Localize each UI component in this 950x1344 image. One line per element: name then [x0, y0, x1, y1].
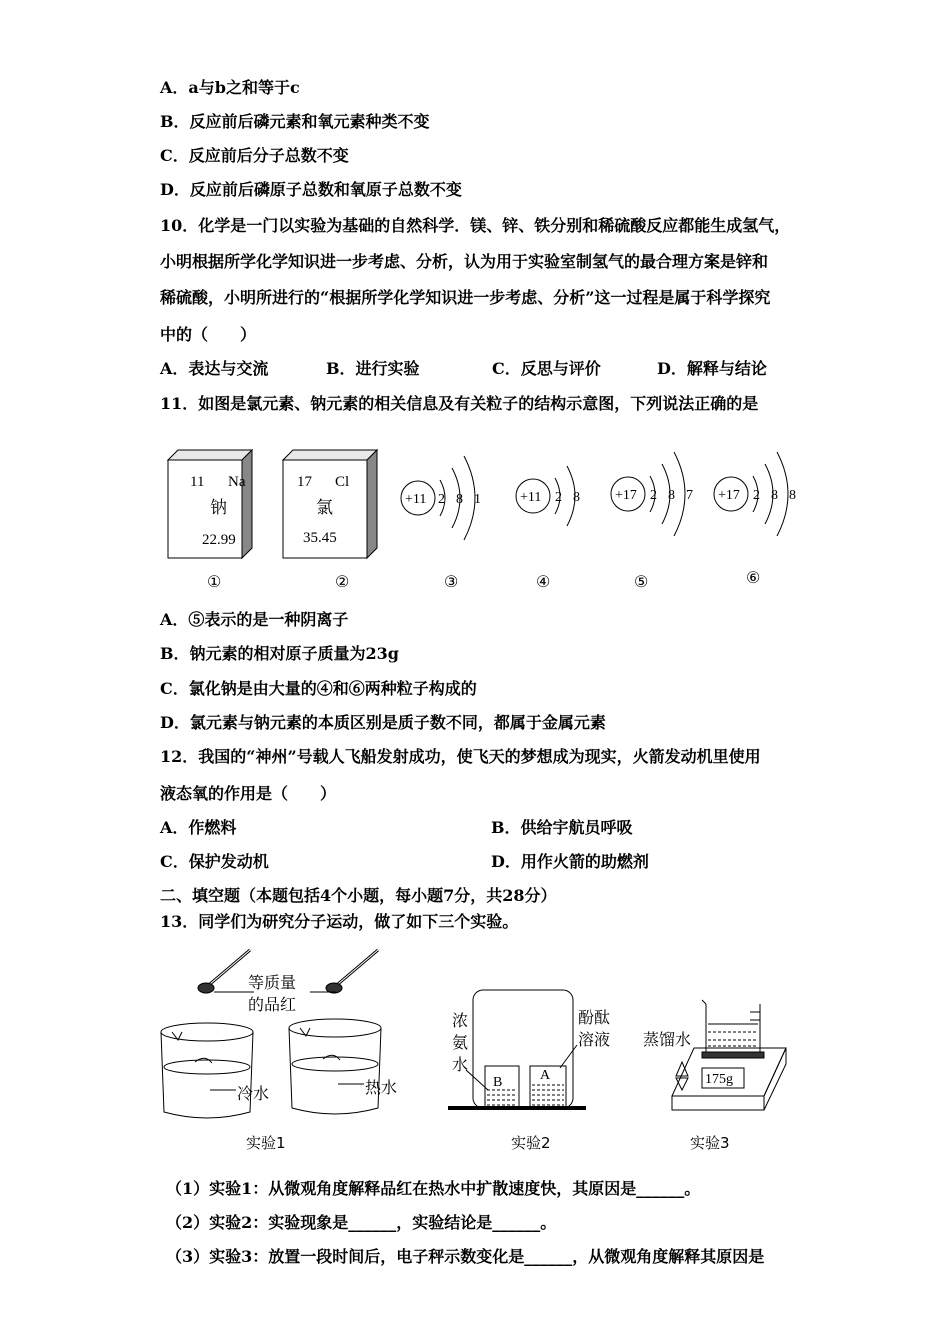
q12-option-d: D．用作火箭的助燃剂 [491, 852, 649, 871]
cl-atomic-number: 17 [297, 474, 312, 490]
na-name: 钠 [210, 498, 227, 517]
atom3-shell-2: 8 [456, 492, 463, 507]
fig-label-2: ② [335, 574, 350, 591]
exp3-water-label: 蒸馏水 [643, 1030, 692, 1049]
atom4-shell-2: 8 [573, 490, 580, 505]
atom4-shell-1: 2 [555, 490, 562, 505]
fig-label-4: ④ [536, 574, 551, 591]
fig-label-5: ⑤ [634, 574, 649, 591]
beaker-distilled-water [702, 1000, 764, 1058]
q10-option-d: D．解释与结论 [657, 359, 767, 378]
atom-structure-6 [714, 452, 796, 536]
exp2-left-2: 氨 [452, 1033, 469, 1052]
atom5-shell-3: 7 [686, 488, 693, 503]
exp2-right-1: 酚酞 [578, 1008, 611, 1027]
cl-mass: 35.45 [303, 530, 337, 546]
experiment-3 [672, 1000, 786, 1110]
atom3-shell-1: 2 [438, 492, 445, 507]
spoon-icon [326, 950, 378, 993]
atom6-shell-2: 8 [771, 488, 778, 503]
q10-stem-line4: 中的（ ） [160, 325, 257, 344]
q12-options-row2 [160, 851, 800, 873]
scale-reading: 175g [705, 1072, 733, 1087]
q11-option-a: A．⑤表示的是一种阴离子 [160, 610, 349, 629]
q10-option-b: B．进行实验 [326, 359, 420, 378]
element-card-na [168, 450, 252, 558]
q10-option-a: A．表达与交流 [160, 359, 269, 378]
q13-stem: 13．同学们为研究分子运动，做了如下三个实验。 [160, 912, 519, 931]
q13-question-1: （1）实验1：从微观角度解释品红在热水中扩散速度快，其原因是______。 [166, 1179, 701, 1198]
atom4-nucleus: +11 [520, 490, 542, 505]
q12-options-row1 [160, 817, 800, 839]
atom-structure-3 [401, 456, 481, 540]
atom6-shell-3: 8 [789, 488, 796, 503]
na-atomic-number: 11 [190, 474, 205, 490]
atom5-nucleus: +17 [615, 488, 637, 503]
section-heading: 二、填空题（本题包括4个小题，每小题7分，共28分） [160, 886, 557, 905]
q10-stem-line2: 小明根据所学化学知识进一步考虑、分析，认为用于实验室制氢气的最合理方案是锌和 [160, 252, 769, 271]
atom6-nucleus: +17 [718, 488, 740, 503]
q11-option-b: B．钠元素的相对原子质量为23g [160, 644, 399, 663]
q9-option-b: B．反应前后磷元素和氧元素种类不变 [160, 112, 430, 131]
q12-stem-line1: 12．我国的“神州”号载人飞船发射成功，使飞天的梦想成为现实，火箭发动机里使用 [160, 747, 761, 766]
q13-question-3: （3）实验3：放置一段时间后，电子秤示数变化是______，从微观角度解释其原因是 [166, 1247, 765, 1266]
experiment-2 [448, 990, 586, 1108]
exp2-caption: 实验2 [511, 1134, 551, 1152]
atom-structure-5 [611, 452, 693, 536]
atom3-nucleus: +11 [405, 492, 427, 507]
q12-option-b: B．供给宇航员呼吸 [491, 818, 633, 837]
q10-options [160, 358, 860, 380]
fig-label-3: ③ [444, 574, 459, 591]
exp1-caption: 实验1 [246, 1134, 286, 1152]
q13-question-2: （2）实验2：实验现象是______，实验结论是______。 [166, 1213, 557, 1232]
beaker-hot [289, 1019, 381, 1114]
q12-option-a: A．作燃料 [160, 818, 237, 837]
fig-label-6: ⑥ [746, 570, 761, 587]
q10-option-c: C．反思与评价 [492, 359, 601, 378]
exp2-beaker-b-label: B [493, 1075, 503, 1090]
exp2-beaker-a-label: A [540, 1068, 551, 1083]
fig-label-1: ① [207, 574, 222, 591]
atom-structure-4 [516, 466, 580, 526]
exp3-caption: 实验3 [690, 1134, 730, 1152]
cl-name: 氯 [316, 498, 333, 517]
atom6-shell-1: 2 [753, 488, 760, 503]
q10-stem-line3: 稀硫酸，小明所进行的“根据所学化学知识进一步考虑、分析”这一过程是属于科学探究 [160, 288, 771, 307]
spoon-icon [198, 950, 250, 993]
q12-option-c: C．保护发动机 [160, 852, 269, 871]
q10-stem-line1: 10．化学是一门以实验为基础的自然科学．镁、锌、铁分别和稀硫酸反应都能生成氢气， [160, 216, 791, 235]
cl-symbol: Cl [335, 474, 350, 490]
element-card-cl [283, 450, 377, 558]
exp2-left-1: 浓 [452, 1011, 469, 1030]
q11-figure [150, 430, 830, 595]
exp1-hot-label: 热水 [365, 1078, 398, 1097]
q11-option-c: C．氯化钠是由大量的④和⑥两种粒子构成的 [160, 679, 477, 698]
q9-option-c: C．反应前后分子总数不变 [160, 146, 349, 165]
q12-stem-line2: 液态氧的作用是（ ） [160, 784, 337, 803]
exp2-left-3: 水 [452, 1055, 469, 1074]
atom5-shell-2: 8 [668, 488, 675, 503]
exp1-label-top-1: 等质量 [248, 973, 297, 992]
na-symbol: Na [228, 474, 246, 490]
exp1-label-top-2: 的品红 [248, 995, 297, 1014]
atom5-shell-1: 2 [650, 488, 657, 503]
q11-option-d: D．氯元素与钠元素的本质区别是质子数不同，都属于金属元素 [160, 713, 606, 732]
exp1-cold-label: 冷水 [237, 1084, 270, 1103]
atom3-shell-3: 1 [474, 492, 481, 507]
q11-stem: 11．如图是氯元素、钠元素的相关信息及有关粒子的结构示意图，下列说法正确的是 [160, 394, 759, 413]
na-mass: 22.99 [202, 532, 236, 548]
q9-option-a: A．a与b之和等于c [160, 78, 300, 97]
exp2-right-2: 溶液 [578, 1030, 611, 1049]
q9-option-d: D．反应前后磷原子总数和氧原子总数不变 [160, 180, 462, 199]
